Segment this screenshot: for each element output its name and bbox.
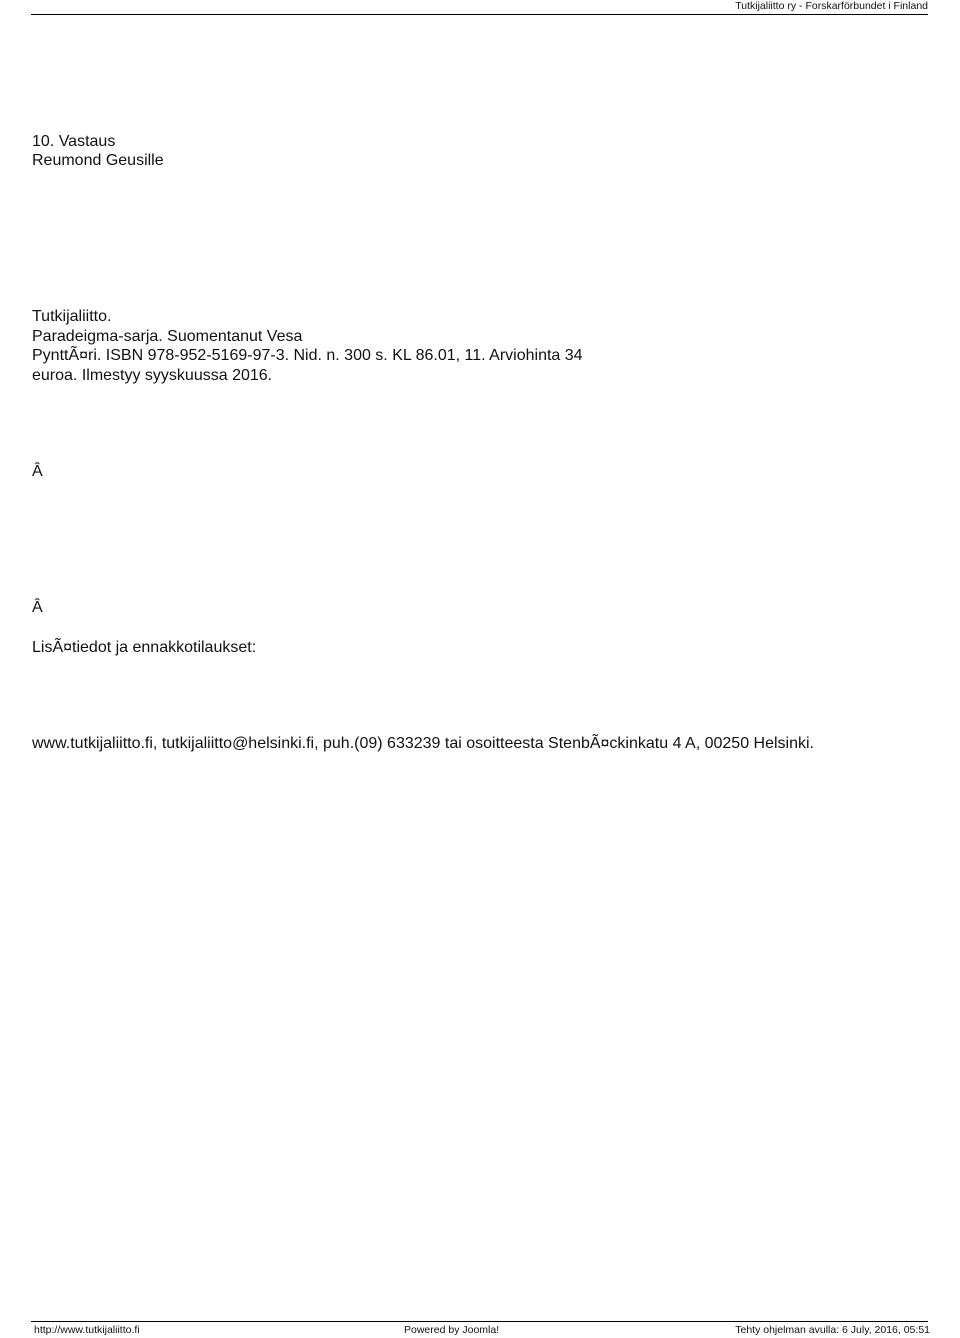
bibliographic-line-2: PynttÃ¤ri. ISBN 978-952-5169-97-3. Nid. n. 300 s. KL 86.01, 11. Arviohinta 34 — [32, 347, 583, 364]
more-info-label: LisÃ¤tiedot ja ennakkotilaukset: — [32, 639, 257, 656]
bibliographic-line-3: euroa. Ilmestyy syyskuussa 2016. — [32, 367, 273, 384]
bibliographic-line-1: Paradeigma-sarja. Suomentanut Vesa — [32, 328, 303, 345]
page-header-title: Tutkijaliitto ry - Forskarförbundet i Finland — [735, 0, 928, 12]
article-heading-number: 10. Vastaus — [32, 133, 116, 150]
footer-generated-date: Tehty ohjelman avulla: 6 July, 2016, 05:51 — [735, 1324, 930, 1336]
contact-info-line: www.tutkijaliitto.fi, tutkijaliitto@helsinki.fi, puh.(09) 633239 tai osoitteesta StenbÃ¤ckinkatu 4 A, 00250 Helsinki. — [32, 735, 814, 752]
footer-powered-by: Powered by Joomla! — [404, 1324, 500, 1336]
footer-divider — [31, 1321, 928, 1322]
footer-site-url[interactable]: http://www.tutkijaliitto.fi — [34, 1324, 140, 1336]
article-heading-title: Reumond Geusille — [32, 152, 164, 169]
publisher-line: Tutkijaliitto. — [32, 308, 112, 325]
spacer-character-2: Â — [32, 599, 43, 616]
header-divider — [31, 14, 928, 15]
spacer-character-1: Â — [32, 463, 43, 480]
